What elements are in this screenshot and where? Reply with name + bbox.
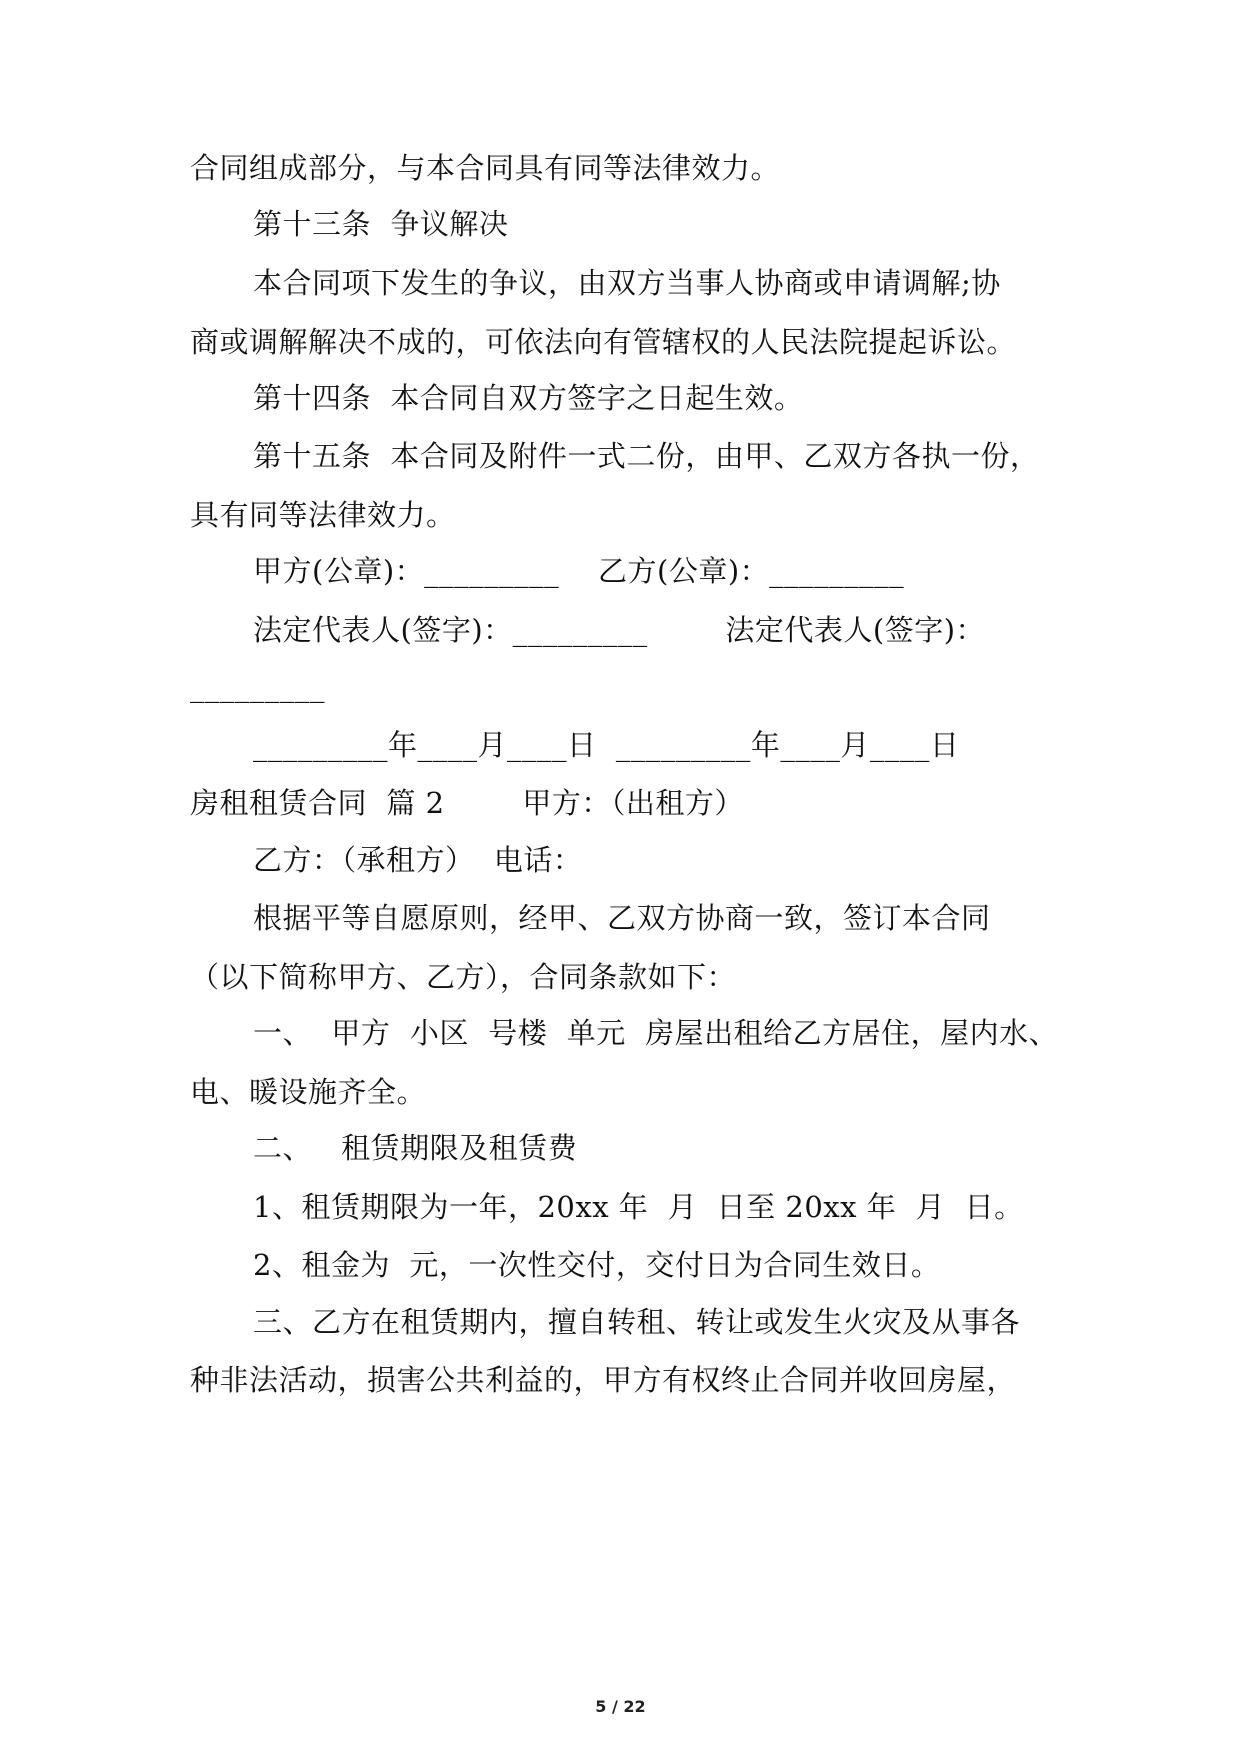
- contract-title: 房租租赁合同 篇 2 甲方：（出租方）: [190, 786, 744, 820]
- section-heading: 第十三条 争议解决: [253, 207, 509, 241]
- text-line: 合同组成部分，与本合同具有同等法律效力。: [190, 151, 781, 185]
- signature-line: 甲方(公章)：_________ 乙方(公章)：_________: [253, 554, 905, 588]
- text-line: 2、租金为 元，一次性交付，交付日为合同生效日。: [253, 1248, 941, 1282]
- text-line: 电、暖设施齐全。: [190, 1075, 427, 1109]
- text-line: 商或调解解决不成的，可依法向有管辖权的人民法院提起诉讼。: [190, 325, 1017, 359]
- text-line: 一、 甲方 小区 号楼 单元 房屋出租给乙方居住，屋内水、: [253, 1016, 1059, 1050]
- text-line: 三、乙方在租赁期内，擅自转租、转让或发生火灾及从事各: [253, 1305, 1021, 1339]
- text-line: 具有同等法律效力。: [190, 498, 456, 532]
- text-line: 种非法活动，损害公共利益的，甲方有权终止合同并收回房屋，: [190, 1363, 1017, 1397]
- section-heading: 二、 租赁期限及租赁费: [253, 1131, 578, 1165]
- text-line: 乙方：（承租方） 电话：: [253, 843, 583, 877]
- text-line: 根据平等自愿原则，经甲、乙双方协商一致，签订本合同: [253, 901, 991, 935]
- text-line: 1、租赁期限为一年，20xx 年 月 日至 20xx 年 月 日。: [253, 1190, 1024, 1224]
- text-line: （以下简称甲方、乙方），合同条款如下：: [190, 960, 737, 994]
- signature-blank: _________: [190, 669, 325, 703]
- text-line: 第十四条 本合同自双方签字之日起生效。: [253, 381, 804, 415]
- date-line: _________年____月____日 _________年____月____日: [253, 728, 960, 762]
- text-line: 第十五条 本合同及附件一式二份，由甲、乙双方各执一份，: [253, 439, 1040, 473]
- signature-line: 法定代表人(签字)：_________ 法定代表人(签字)：: [253, 613, 986, 647]
- text-line: 本合同项下发生的争议，由双方当事人协商或申请调解;协: [253, 266, 1001, 300]
- page-number: 5 / 22: [595, 1697, 646, 1716]
